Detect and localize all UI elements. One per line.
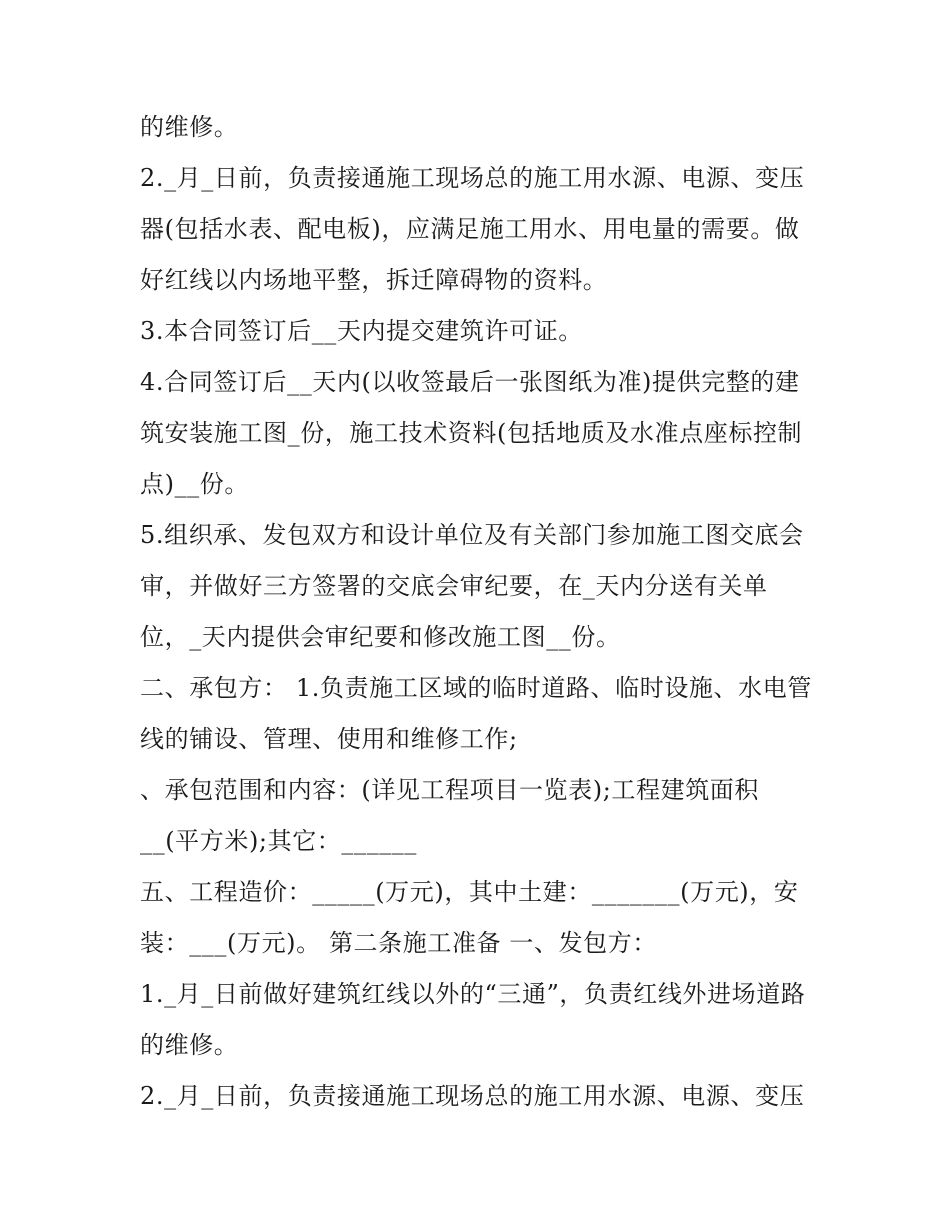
text-line: 点)__份。 bbox=[140, 470, 249, 498]
text-line: 2._月_日前，负责接通施工现场总的施工用水源、电源、变压 bbox=[140, 1082, 805, 1110]
text-line: 二、承包方： 1.负责施工区域的临时道路、临时设施、水电管 bbox=[140, 674, 812, 702]
text-line: 4.合同签订后__天内(以收签最后一张图纸为准)提供完整的建 bbox=[140, 368, 800, 396]
text-line: 1._月_日前做好建筑红线以外的“三通”，负责红线外进场道路 bbox=[140, 980, 806, 1008]
text-line: 的维修。 bbox=[140, 113, 239, 141]
text-line: 位，_天内提供会审纪要和修改施工图__份。 bbox=[140, 623, 621, 651]
text-line: 审，并做好三方签署的交底会审纪要，在_天内分送有关单 bbox=[140, 572, 768, 600]
document-body bbox=[140, 102, 820, 1122]
text-line: 筑安装施工图_份，施工技术资料(包括地质及水准点座标控制 bbox=[140, 419, 803, 447]
text-line: 5.组织承、发包双方和设计单位及有关部门参加施工图交底会 bbox=[140, 521, 804, 549]
text-line: 装：___(万元)。 第二条施工准备 一、发包方： bbox=[140, 929, 657, 957]
text-line: __(平方米);其它：______ bbox=[140, 827, 418, 855]
text-line: 五、工程造价：_____(万元)，其中土建：_______(万元)，安 bbox=[140, 878, 799, 906]
text-line: 2._月_日前，负责接通施工现场总的施工用水源、电源、变压 bbox=[140, 164, 805, 192]
text-line: 3.本合同签订后__天内提交建筑许可证。 bbox=[140, 317, 583, 345]
text-line: 的维修。 bbox=[140, 1031, 239, 1059]
text-line: 、承包范围和内容：(详见工程项目一览表);工程建筑面积 bbox=[140, 776, 760, 804]
text-line: 线的铺设、管理、使用和维修工作; bbox=[140, 725, 518, 753]
text-line: 器(包括水表、配电板)，应满足施工用水、用电量的需要。做 bbox=[140, 215, 800, 243]
text-line: 好红线以内场地平整，拆迁障碍物的资料。 bbox=[140, 266, 608, 294]
